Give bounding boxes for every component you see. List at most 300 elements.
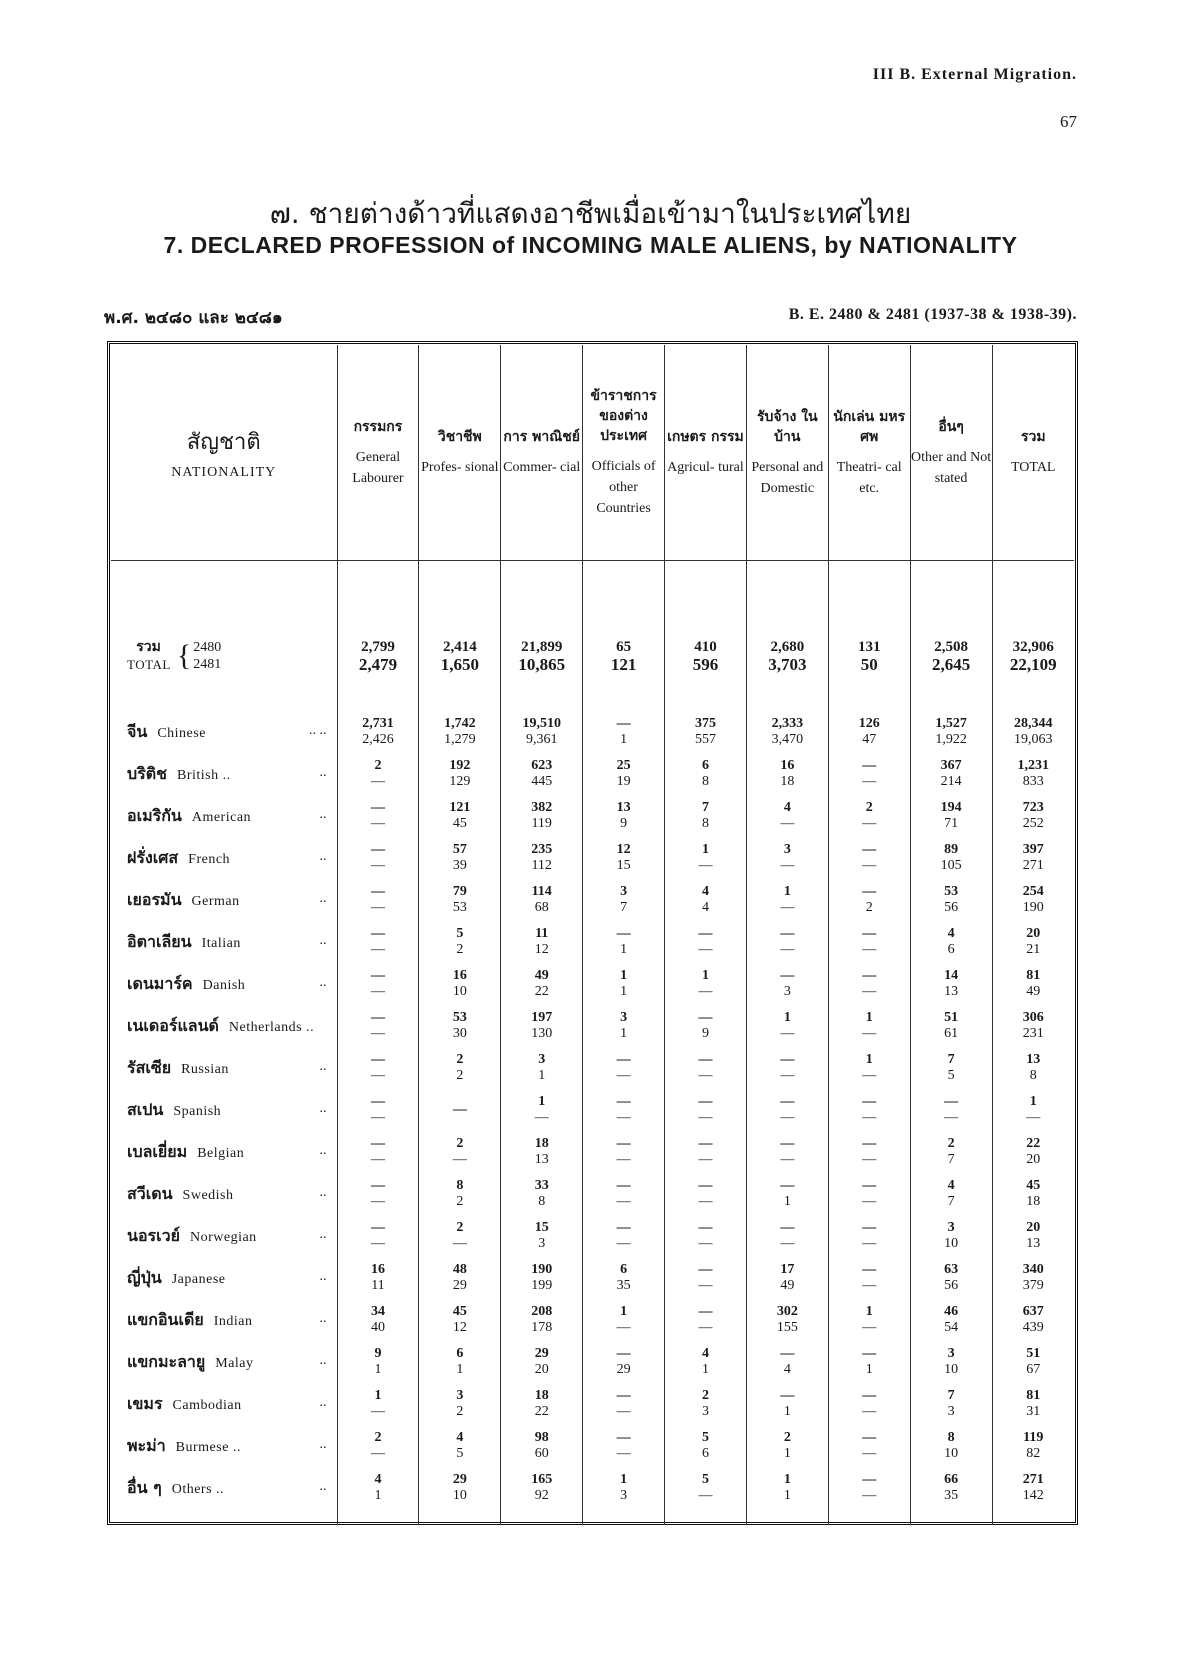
- nationality-cell: [111, 1257, 337, 1299]
- value-2480: 397: [1022, 842, 1044, 857]
- value-2481: 2: [865, 900, 873, 915]
- table-row: [111, 1089, 1074, 1131]
- value-2480: —: [698, 1094, 713, 1109]
- value-cell: [746, 1215, 828, 1257]
- value-cell: [828, 1005, 910, 1047]
- value-cell: [501, 1341, 583, 1383]
- value-2481: —: [616, 1404, 631, 1419]
- value-2481: 1: [620, 1026, 628, 1041]
- value-cell: [665, 1131, 747, 1173]
- table-row: [111, 1425, 1074, 1467]
- value-2480: —: [370, 884, 385, 899]
- nationality-english: Others ..: [171, 1481, 225, 1497]
- value-cell: [910, 1257, 992, 1299]
- value-2480: —: [698, 1136, 713, 1151]
- value-cell: [910, 1467, 992, 1509]
- value-2480: 1: [374, 1388, 382, 1403]
- value-cell: [910, 1173, 992, 1215]
- value-cell: [419, 1089, 501, 1131]
- value-cell: [583, 1173, 665, 1215]
- value-2480: 3: [947, 1346, 955, 1361]
- value-2481: 439: [1022, 1320, 1044, 1335]
- leader-dots: ..: [319, 891, 327, 906]
- value-cell: [746, 1089, 828, 1131]
- value-cell: [910, 711, 992, 753]
- value-2481: 252: [1022, 816, 1044, 831]
- value-2480: 194: [940, 800, 962, 815]
- value-2480: 235: [531, 842, 553, 857]
- value-2481: —: [370, 1194, 385, 1209]
- value-cell: [746, 1005, 828, 1047]
- value-2480: 410: [694, 638, 717, 655]
- value-2480: —: [616, 1136, 631, 1151]
- value-cell: [910, 637, 992, 675]
- value-cell: [828, 1299, 910, 1341]
- value-cell: [992, 795, 1074, 837]
- value-cell: [992, 1383, 1074, 1425]
- value-cell: [583, 1467, 665, 1509]
- value-cell: [910, 879, 992, 921]
- value-cell: [992, 837, 1074, 879]
- value-cell: [337, 1299, 419, 1341]
- value-2480: 51: [944, 1010, 959, 1025]
- value-2480: 4: [456, 1430, 464, 1445]
- value-2481: 7: [947, 1152, 955, 1167]
- value-2480: 11: [535, 926, 549, 941]
- table-row: [111, 837, 1074, 879]
- nationality-thai: เดนมาร์ค: [127, 973, 193, 993]
- value-2481: 445: [531, 774, 553, 789]
- value-cell: [583, 1131, 665, 1173]
- title-thai: ๗. ชายต่างด้าวที่แสดงอาชีพเมื่อเข้ามาในประเทศไทย: [269, 197, 912, 230]
- column-header-thai: รับจ้าง ในบ้าน: [757, 408, 818, 445]
- value-2481: 13: [1026, 1236, 1041, 1251]
- value-cell: [419, 1257, 501, 1299]
- value-2480: —: [452, 1102, 467, 1117]
- value-2480: 12: [616, 842, 631, 857]
- value-2481: 9,361: [525, 732, 558, 747]
- nationality-english: Cambodian: [172, 1397, 242, 1413]
- column-header-english: Commer- cial: [503, 460, 581, 475]
- value-2481: —: [616, 1152, 631, 1167]
- value-2480: 4: [701, 1346, 709, 1361]
- leader-dots: ..: [319, 1227, 327, 1242]
- nationality-cell: [111, 879, 337, 921]
- value-2480: 8: [456, 1178, 464, 1193]
- value-2480: 7: [701, 800, 709, 815]
- value-2480: 5: [701, 1472, 709, 1487]
- value-cell: [337, 1467, 419, 1509]
- value-2480: 1: [620, 1472, 628, 1487]
- value-2480: —: [862, 1136, 877, 1151]
- value-2481: 3: [538, 1236, 546, 1251]
- value-cell: [992, 1089, 1074, 1131]
- value-2480: 1: [865, 1010, 873, 1025]
- value-2481: —: [370, 1404, 385, 1419]
- value-2481: 11: [371, 1278, 385, 1293]
- value-2480: 46: [944, 1304, 959, 1319]
- column-header: [746, 345, 828, 561]
- table-row: [111, 1173, 1074, 1215]
- value-2481: 22: [534, 1404, 549, 1419]
- nationality-cell: [111, 753, 337, 795]
- value-2480: 1,231: [1017, 758, 1049, 773]
- value-2480: 81: [1026, 1388, 1041, 1403]
- value-cell: [419, 921, 501, 963]
- column-header-english: Officials of other Countries: [591, 459, 656, 516]
- value-cell: [828, 1089, 910, 1131]
- value-2481: 2: [456, 1068, 464, 1083]
- value-cell: [583, 1299, 665, 1341]
- value-2481: —: [944, 1110, 959, 1125]
- value-cell: [419, 879, 501, 921]
- value-cell: [992, 1173, 1074, 1215]
- value-cell: [992, 879, 1074, 921]
- value-2481: —: [616, 1110, 631, 1125]
- value-cell: [419, 1173, 501, 1215]
- value-2480: —: [944, 1094, 959, 1109]
- value-cell: [583, 753, 665, 795]
- value-cell: [746, 921, 828, 963]
- value-cell: [828, 711, 910, 753]
- value-2480: —: [780, 1136, 795, 1151]
- value-2481: 47: [862, 732, 877, 747]
- column-header-thai: เกษตร กรรม: [667, 429, 744, 445]
- nationality-cell: [111, 1131, 337, 1173]
- column-header: [583, 345, 665, 561]
- value-2480: 4: [947, 926, 955, 941]
- table-row: [111, 1467, 1074, 1509]
- value-2481: —: [534, 1110, 549, 1125]
- value-cell: [992, 1299, 1074, 1341]
- value-2480: —: [780, 968, 795, 983]
- value-2481: 105: [940, 858, 962, 873]
- brace-glyph: {: [176, 639, 192, 672]
- value-2480: —: [698, 1010, 713, 1025]
- nationality-english: Indian: [213, 1313, 253, 1329]
- nationality-thai: เบลเยี่ยม: [127, 1141, 188, 1161]
- value-cell: [501, 637, 583, 675]
- value-cell: [501, 963, 583, 1005]
- value-2480: 306: [1022, 1010, 1044, 1025]
- value-cell: [746, 1299, 828, 1341]
- nationality-english: Danish: [202, 977, 246, 993]
- value-2481: —: [862, 1320, 877, 1335]
- value-2481: 231: [1022, 1026, 1044, 1041]
- value-2480: 16: [452, 968, 467, 983]
- value-2481: —: [862, 1068, 877, 1083]
- nationality-thai: อเมริกัน: [127, 805, 182, 825]
- value-2481: —: [616, 1068, 631, 1083]
- value-2481: 2: [456, 1404, 464, 1419]
- value-2481: 596: [692, 654, 719, 674]
- value-2481: —: [862, 774, 877, 789]
- table-row: [111, 1131, 1074, 1173]
- value-cell: [828, 637, 910, 675]
- value-cell: [665, 1005, 747, 1047]
- value-2480: 66: [944, 1472, 959, 1487]
- value-cell: [501, 1131, 583, 1173]
- value-2480: —: [862, 1220, 877, 1235]
- value-2480: 1: [783, 1472, 791, 1487]
- table-header-row: [111, 345, 1074, 561]
- value-cell: [337, 1131, 419, 1173]
- column-header: [992, 345, 1074, 561]
- value-2481: 45: [452, 816, 467, 831]
- value-2480: —: [862, 842, 877, 857]
- value-2480: —: [370, 842, 385, 857]
- value-2481: 82: [1026, 1446, 1041, 1461]
- value-2480: 2: [456, 1136, 464, 1151]
- value-cell: [746, 1131, 828, 1173]
- value-cell: [665, 921, 747, 963]
- value-2481: 2,645: [931, 654, 971, 674]
- nationality-english: German: [191, 893, 240, 909]
- column-header-english: Agricul- tural: [667, 460, 744, 475]
- value-2481: 61: [944, 1026, 959, 1041]
- value-2481: —: [370, 816, 385, 831]
- value-2480: —: [616, 1094, 631, 1109]
- leader-dots: ..: [319, 1353, 327, 1368]
- value-2481: 49: [780, 1278, 795, 1293]
- value-cell: [910, 1005, 992, 1047]
- nationality-cell: [111, 1089, 337, 1131]
- value-2480: —: [370, 1010, 385, 1025]
- value-cell: [583, 1425, 665, 1467]
- value-cell: [337, 1215, 419, 1257]
- value-2480: 28,344: [1014, 716, 1053, 731]
- value-2481: —: [862, 1278, 877, 1293]
- value-cell: [583, 837, 665, 879]
- value-cell: [746, 837, 828, 879]
- value-2481: 190: [1022, 900, 1044, 915]
- value-2480: 637: [1022, 1304, 1044, 1319]
- value-2480: 15: [534, 1220, 549, 1235]
- value-cell: [419, 711, 501, 753]
- column-header: [665, 345, 747, 561]
- value-2481: 29: [616, 1362, 631, 1377]
- value-2480: —: [616, 1346, 631, 1361]
- nationality-cell: [111, 1215, 337, 1257]
- nationality-cell: [111, 1299, 337, 1341]
- value-2481: —: [370, 984, 385, 999]
- value-cell: [583, 1383, 665, 1425]
- value-2481: —: [698, 1320, 713, 1335]
- value-2480: 2,799: [361, 638, 395, 655]
- value-cell: [910, 1131, 992, 1173]
- value-2481: 2,426: [362, 732, 394, 747]
- value-2480: 7: [947, 1052, 955, 1067]
- value-2481: 214: [940, 774, 962, 789]
- value-cell: [910, 753, 992, 795]
- value-2481: —: [862, 942, 877, 957]
- value-cell: [992, 1341, 1074, 1383]
- value-cell: [746, 795, 828, 837]
- value-cell: [665, 753, 747, 795]
- value-2481: 1: [783, 1194, 791, 1209]
- value-2481: 557: [694, 732, 716, 747]
- value-2481: 1,922: [935, 732, 967, 747]
- nationality-cell: [111, 795, 337, 837]
- value-2480: —: [862, 884, 877, 899]
- value-cell: [419, 1299, 501, 1341]
- value-2481: 92: [534, 1488, 549, 1503]
- value-2480: —: [370, 800, 385, 815]
- value-cell: [665, 795, 747, 837]
- value-2481: 3: [620, 1488, 628, 1503]
- value-2480: 53: [452, 1010, 467, 1025]
- value-2480: 98: [534, 1430, 549, 1445]
- value-cell: [746, 711, 828, 753]
- total-label-cell: [111, 637, 337, 675]
- value-2481: —: [862, 1404, 877, 1419]
- nationality-english: Chinese: [157, 725, 206, 741]
- value-2480: 3: [620, 1010, 628, 1025]
- value-2481: —: [698, 1068, 713, 1083]
- value-2481: 49: [1026, 984, 1041, 999]
- nationality-thai: ญี่ปุ่น: [127, 1267, 162, 1287]
- column-header-english: TOTAL: [1010, 460, 1056, 475]
- value-2481: 35: [944, 1488, 959, 1503]
- value-cell: [910, 1425, 992, 1467]
- value-cell: [419, 1467, 501, 1509]
- leader-dots: ..: [319, 1059, 327, 1074]
- value-2480: 382: [531, 800, 553, 815]
- value-2481: 13: [944, 984, 959, 999]
- value-2481: 5: [456, 1446, 464, 1461]
- value-2481: 7: [620, 900, 628, 915]
- value-2480: 13: [1026, 1052, 1041, 1067]
- value-2481: 1: [701, 1362, 709, 1377]
- leader-dots: ..: [319, 1143, 327, 1158]
- value-2480: 17: [780, 1262, 795, 1277]
- value-2480: 2,333: [771, 716, 804, 731]
- value-2481: —: [698, 1194, 713, 1209]
- value-2481: 4: [701, 900, 709, 915]
- value-2481: 8: [701, 816, 709, 831]
- value-2480: 89: [944, 842, 959, 857]
- value-2481: —: [698, 1236, 713, 1251]
- value-cell: [337, 1257, 419, 1299]
- value-2481: 1: [374, 1488, 382, 1503]
- leader-dots: ..: [319, 1437, 327, 1452]
- value-cell: [419, 637, 501, 675]
- value-2481: 1: [783, 1446, 791, 1461]
- year-range-english: B. E. 2480 & 2481 (1937-38 & 1938-39).: [788, 306, 1077, 323]
- value-2481: 3: [947, 1404, 955, 1419]
- value-2480: 165: [531, 1472, 553, 1487]
- value-2481: 112: [531, 858, 552, 873]
- spacer-row: [111, 1509, 1074, 1525]
- value-2480: —: [780, 1178, 795, 1193]
- value-2481: 379: [1022, 1278, 1044, 1293]
- value-2481: —: [370, 1236, 385, 1251]
- value-2481: 1: [865, 1362, 873, 1377]
- value-2481: —: [698, 1488, 713, 1503]
- column-header-english: Personal and Domestic: [751, 459, 824, 496]
- value-cell: [583, 1047, 665, 1089]
- value-cell: [910, 963, 992, 1005]
- value-2481: —: [452, 1152, 467, 1167]
- table-row: [111, 1215, 1074, 1257]
- value-2480: 63: [944, 1262, 959, 1277]
- value-2480: —: [698, 1304, 713, 1319]
- value-2480: 2: [456, 1052, 464, 1067]
- value-2480: 6: [701, 758, 709, 773]
- value-cell: [828, 1131, 910, 1173]
- value-cell: [337, 1341, 419, 1383]
- value-cell: [746, 879, 828, 921]
- value-2481: —: [370, 1068, 385, 1083]
- value-cell: [992, 1425, 1074, 1467]
- value-cell: [337, 837, 419, 879]
- value-2481: 1: [620, 942, 628, 957]
- value-2481: 1: [374, 1362, 382, 1377]
- table-row: [111, 711, 1074, 753]
- nationality-thai: อิตาเลียน: [127, 931, 192, 951]
- value-2481: 7: [947, 1194, 955, 1209]
- value-2480: 723: [1022, 800, 1044, 815]
- value-2480: 32,906: [1012, 638, 1054, 655]
- value-2481: 9: [620, 816, 628, 831]
- nationality-thai: สวีเดน: [127, 1183, 173, 1203]
- value-2481: 3: [783, 984, 791, 999]
- value-cell: [501, 1089, 583, 1131]
- value-2480: 45: [452, 1304, 467, 1319]
- value-2481: 56: [944, 1278, 959, 1293]
- value-2481: 56: [944, 900, 959, 915]
- value-2481: 8: [1029, 1068, 1037, 1083]
- value-2480: —: [780, 1094, 795, 1109]
- value-2480: 29: [534, 1346, 549, 1361]
- value-2480: —: [862, 1430, 877, 1445]
- value-2481: 30: [452, 1026, 467, 1041]
- column-header: [910, 345, 992, 561]
- value-2480: 6: [456, 1346, 464, 1361]
- value-2481: —: [862, 1110, 877, 1125]
- value-2480: —: [616, 1388, 631, 1403]
- value-2480: 2: [374, 1430, 382, 1445]
- value-2480: —: [698, 1262, 713, 1277]
- column-header-english: Theatri- cal etc.: [836, 459, 902, 496]
- value-cell: [828, 1257, 910, 1299]
- value-2480: 208: [531, 1304, 553, 1319]
- value-2480: 2: [374, 758, 382, 773]
- spacer-row: [111, 561, 1074, 638]
- value-2480: —: [862, 1094, 877, 1109]
- value-cell: [501, 1215, 583, 1257]
- year-range-thai: พ.ศ. ๒๔๘๐ และ ๒๔๘๑: [104, 308, 283, 328]
- column-header: [419, 345, 501, 561]
- value-cell: [910, 1047, 992, 1089]
- value-2481: 1,650: [440, 654, 479, 674]
- value-cell: [419, 963, 501, 1005]
- table-row: [111, 795, 1074, 837]
- value-2481: 22,109: [1009, 654, 1057, 674]
- value-cell: [337, 795, 419, 837]
- value-2481: —: [780, 1068, 795, 1083]
- value-2481: 10: [944, 1362, 959, 1377]
- table-row: [111, 1383, 1074, 1425]
- value-2481: 2: [456, 942, 464, 957]
- column-header-thai: การ พาณิชย์: [503, 429, 580, 445]
- value-2481: —: [370, 774, 385, 789]
- table-row: [111, 1047, 1074, 1089]
- nationality-english: British ..: [177, 767, 231, 783]
- value-2481: 1: [620, 732, 628, 747]
- value-2480: —: [698, 926, 713, 941]
- value-2481: —: [370, 1152, 385, 1167]
